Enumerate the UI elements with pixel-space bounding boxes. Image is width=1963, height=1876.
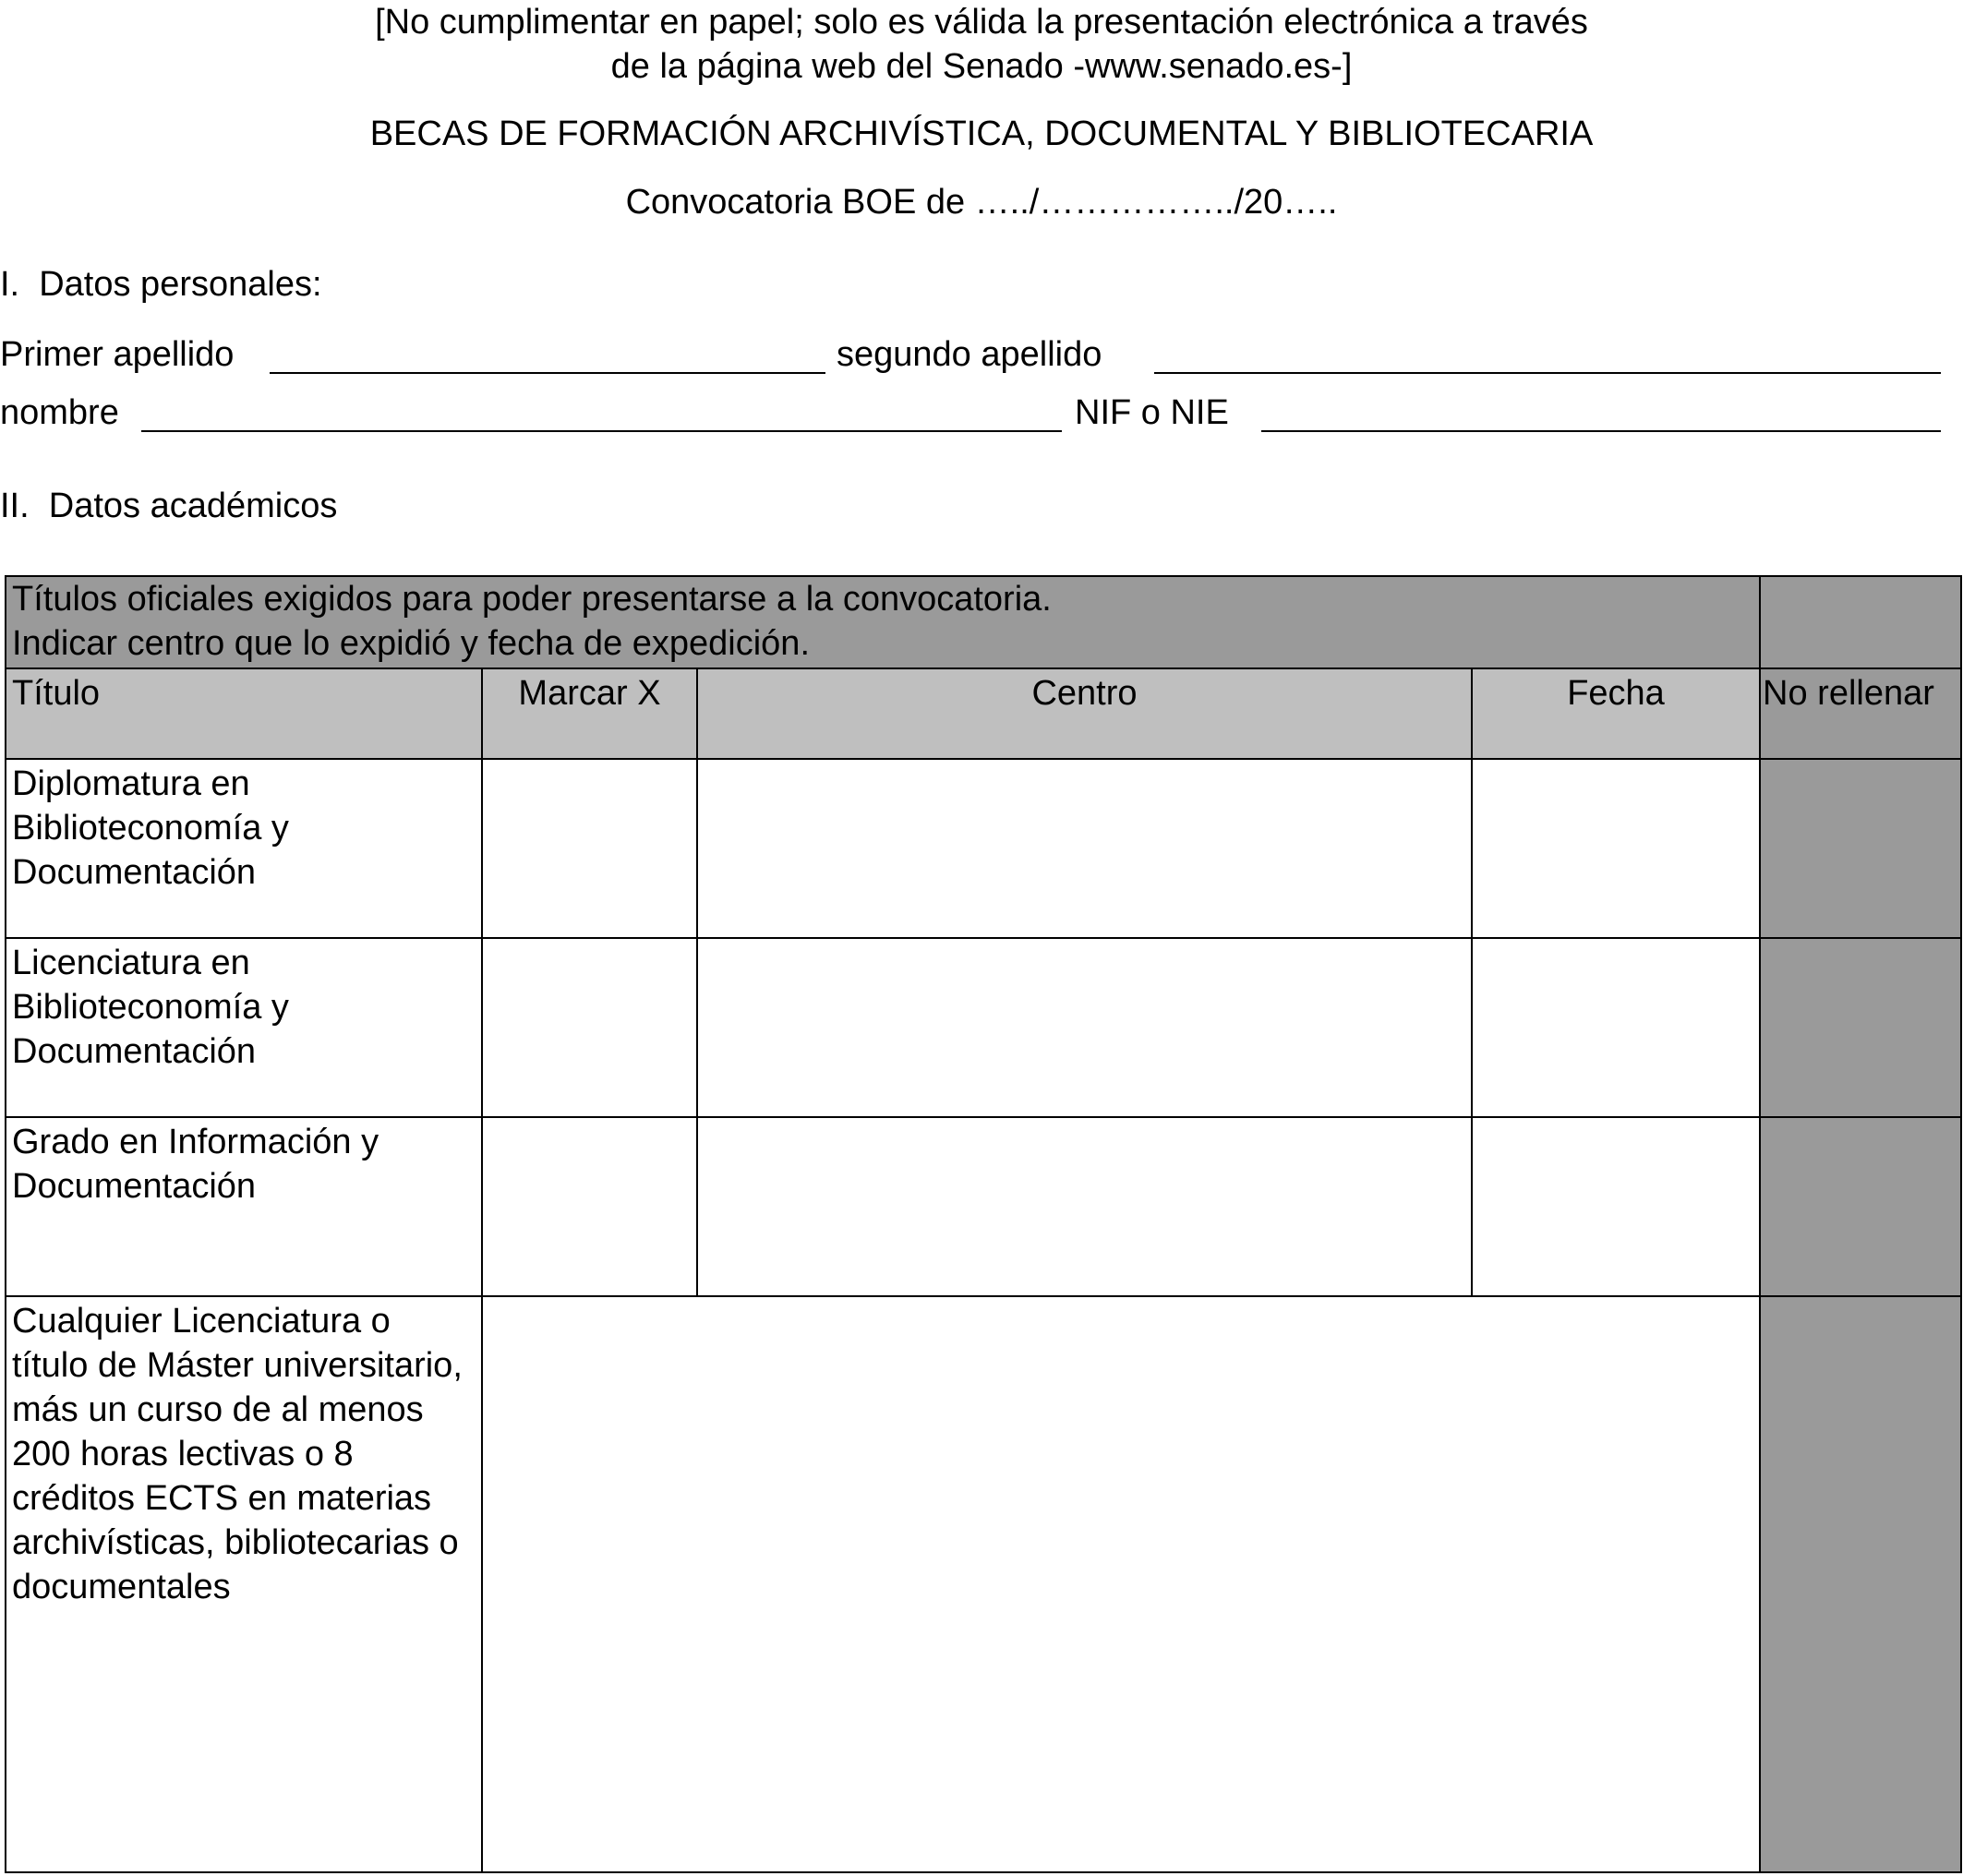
- col-header-titulo: Título: [6, 668, 482, 759]
- titles-table: [5, 575, 1962, 1873]
- primer-apellido-field[interactable]: [270, 372, 825, 374]
- nif-label: NIF o NIE: [1075, 393, 1229, 432]
- notice-line-1: [No cumplimentar en papel; solo es válida la presentación electrónica a través: [375, 3, 1588, 42]
- fecha-cell[interactable]: [1472, 938, 1760, 1117]
- nombre-field[interactable]: [141, 430, 1062, 432]
- no-rellenar-cell: [1760, 759, 1961, 938]
- table-instructions: [6, 576, 1760, 668]
- response-cell[interactable]: [482, 1296, 1760, 1872]
- notice-line-2: de la página web del Senado -www.senado.es-]: [610, 47, 1353, 86]
- titulo-cell: Cualquier Licenciatura o título de Máster universitario, más un curso de al menos 200 horas lectivas o 8 créditos ECTS en materias archivísticas, bibliotecarias o documentales: [6, 1296, 482, 1872]
- titulo-cell: Diplomatura en Biblioteconomía y Documentación: [6, 759, 482, 938]
- table-instructions-line-1: Títulos oficiales exigidos para poder presentarse a la convocatoria.: [12, 580, 1052, 619]
- centro-cell[interactable]: [697, 759, 1472, 938]
- no-rellenar-header-top: [1760, 576, 1961, 668]
- primer-apellido-label: Primer apellido: [0, 335, 235, 374]
- section-personal-heading: I. Datos personales:: [0, 265, 322, 304]
- titulo-cell: Grado en Información y Documentación: [6, 1117, 482, 1296]
- no-rellenar-cell: [1760, 1296, 1961, 1872]
- marcar-cell[interactable]: [482, 759, 697, 938]
- nombre-label: nombre: [0, 393, 119, 432]
- fecha-cell[interactable]: [1472, 1117, 1760, 1296]
- segundo-apellido-field[interactable]: [1154, 372, 1941, 374]
- form-title: BECAS DE FORMACIÓN ARCHIVÍSTICA, DOCUMENTAL Y BIBLIOTECARIA: [369, 114, 1594, 153]
- col-header-marcar: Marcar X: [482, 668, 697, 759]
- col-header-no-rellenar: No rellenar: [1760, 668, 1961, 759]
- fecha-cell[interactable]: [1472, 759, 1760, 938]
- no-rellenar-cell: [1760, 938, 1961, 1117]
- table-row: [6, 938, 1961, 1117]
- table-instructions-line-2: Indicar centro que lo expidió y fecha de expedición.: [12, 624, 810, 663]
- table-row: [6, 759, 1961, 938]
- convocatoria-line: Convocatoria BOE de …../……………../20…..: [625, 183, 1338, 222]
- marcar-cell[interactable]: [482, 938, 697, 1117]
- col-header-fecha: Fecha: [1472, 668, 1760, 759]
- centro-cell[interactable]: [697, 1117, 1472, 1296]
- nif-field[interactable]: [1261, 430, 1941, 432]
- col-header-centro: Centro: [697, 668, 1472, 759]
- segundo-apellido-label: segundo apellido: [837, 335, 1102, 374]
- centro-cell[interactable]: [697, 938, 1472, 1117]
- marcar-cell[interactable]: [482, 1117, 697, 1296]
- table-row: [6, 1296, 1961, 1872]
- section-academic-heading: II. Datos académicos: [0, 487, 338, 525]
- titulo-cell: Licenciatura en Biblioteconomía y Documentación: [6, 938, 482, 1117]
- table-row: [6, 1117, 1961, 1296]
- no-rellenar-cell: [1760, 1117, 1961, 1296]
- table-title-row: [6, 576, 1961, 668]
- table-header-row: [6, 668, 1961, 759]
